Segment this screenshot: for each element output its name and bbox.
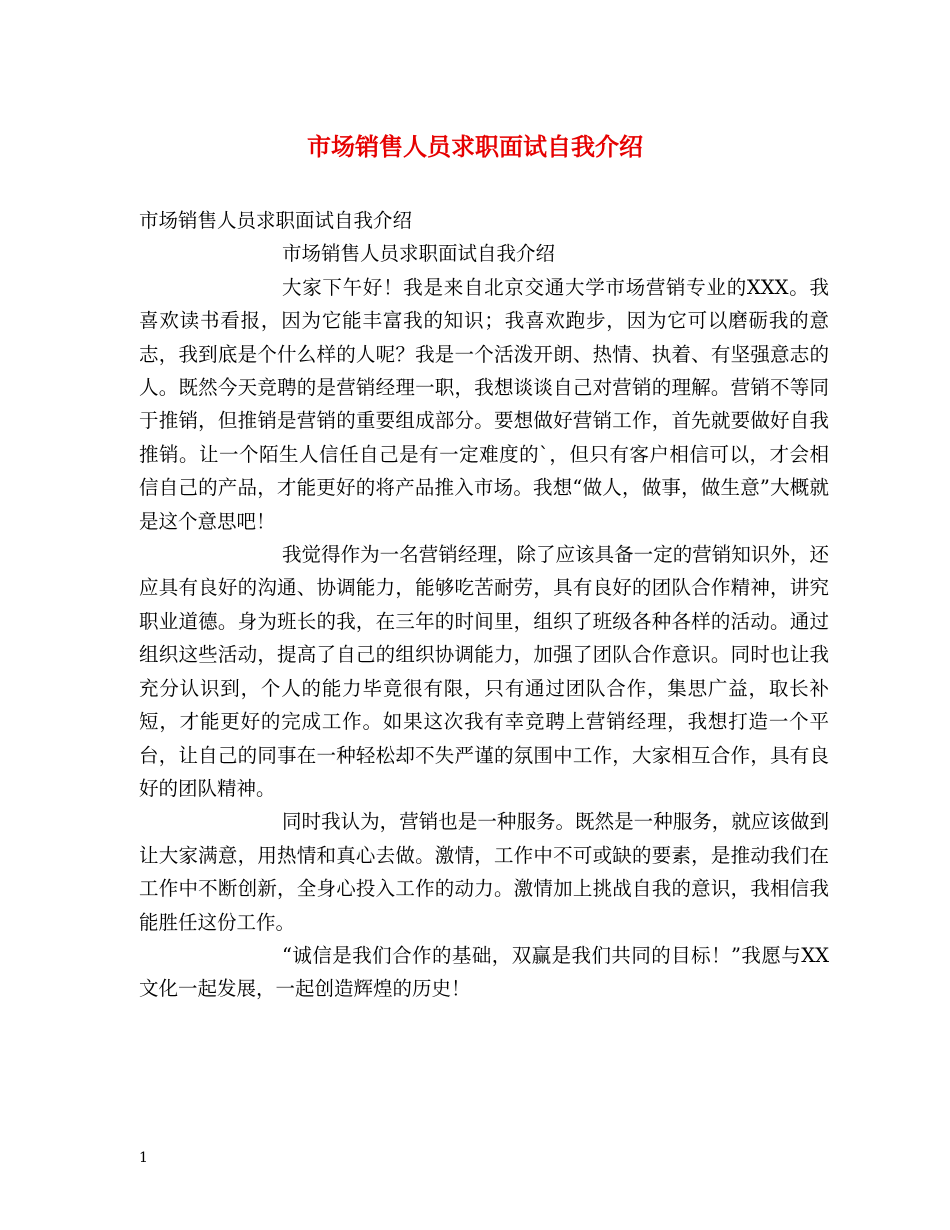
paragraph-subheading: 市场销售人员求职面试自我介绍 bbox=[282, 242, 556, 266]
paragraph-closing: “诚信是我们合作的基础，双赢是我们共同的目标！”我愿与XX文化一起发展，一起创造辉煌的历史！ bbox=[139, 943, 829, 1001]
page-number: 1 bbox=[139, 1150, 148, 1166]
paragraph-heading: 市场销售人员求职面试自我介绍 bbox=[139, 209, 413, 232]
document-body bbox=[139, 204, 829, 1006]
paragraph-introduction: 大家下午好！我是来自北京交通大学市场营销专业的XXX。我喜欢读书看报，因为它能丰富我的知识；我喜欢跑步，因为它可以磨砺我的意志，我到底是个什么样的人呢？我是一个活泼开朗、热情、执着、有坚强意志的人。既然今天竞聘的是营销经理一职，我想谈谈自己对营销的理解。营销不等同于推销，但推销是营销的重要组成部分。要想做好营销工作，首先就要做好自我推销。让一个陌生人信任自己是有一定难度的`，但只有客户相信可以，才会相信自己的产品，才能更好的将产品推入市场。我想“做人，做事，做生意”大概就是这个意思吧！ bbox=[139, 275, 829, 533]
document-title: 市场销售人员求职面试自我介绍 bbox=[307, 132, 643, 161]
paragraph-manager-qualities: 我觉得作为一名营销经理，除了应该具备一定的营销知识外，还应具有良好的沟通、协调能力，能够吃苦耐劳，具有良好的团队合作精神，讲究职业道德。身为班长的我，在三年的时间里，组织了班级各种各样的活动。通过组织这些活动，提高了自己的组织协调能力，加强了团队合作意识。同时也让我充分认识到，个人的能力毕竟很有限，只有通过团队合作，集思广益，取长补短，才能更好的完成工作。如果这次我有幸竞聘上营销经理，我想打造一个平台，让自己的同事在一种轻松却不失严谨的氛围中工作，大家相互合作，具有良好的团队精神。 bbox=[139, 543, 829, 800]
paragraph-service: 同时我认为，营销也是一种服务。既然是一种服务，就应该做到让大家满意，用热情和真心去做。激情，工作中不可或缺的要素，是推动我们在工作中不断创新，全身心投入工作的动力。激情加上挑战自我的意识，我相信我能胜任这份工作。 bbox=[139, 810, 829, 934]
